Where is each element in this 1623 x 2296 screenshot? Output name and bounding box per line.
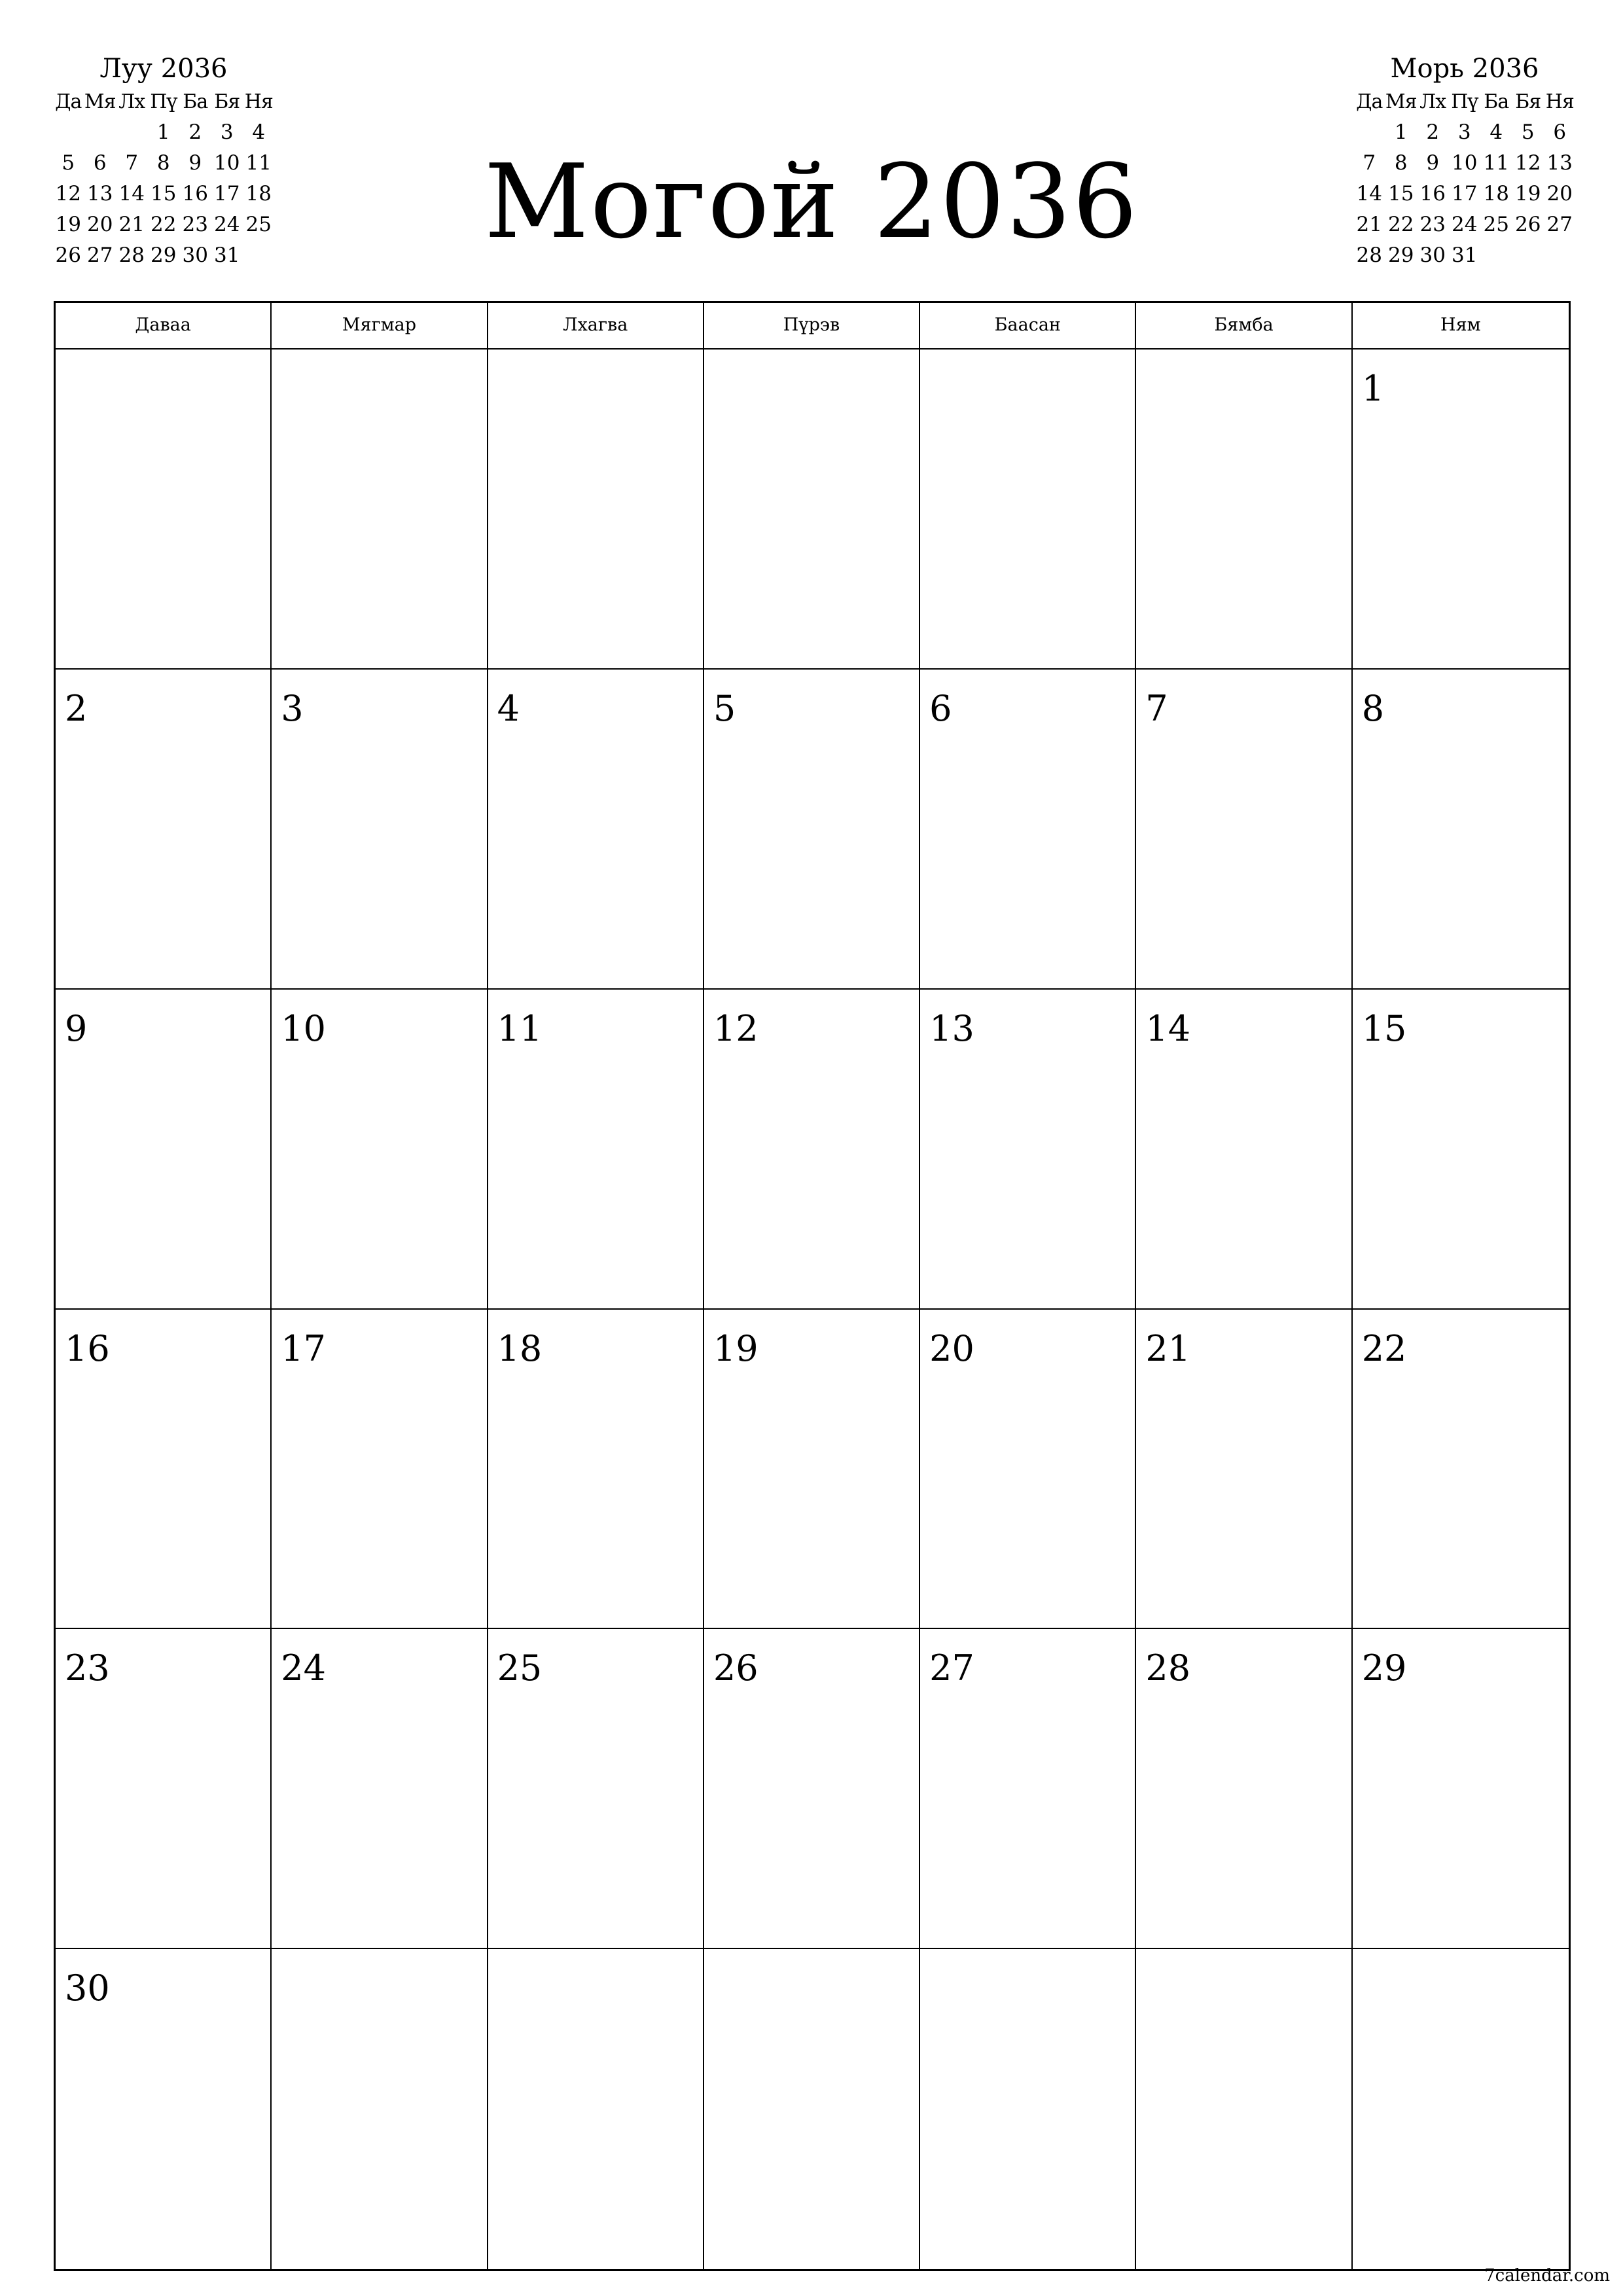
mini-weekday-header: Лх [118, 90, 145, 113]
mini-calendar-next [1353, 51, 1576, 271]
mini-day: 12 [55, 182, 81, 206]
mini-day: 24 [1452, 213, 1478, 236]
day-number: 20 [929, 1327, 974, 1369]
mini-day: 19 [1515, 182, 1541, 206]
mini-day: 2 [188, 120, 202, 144]
mini-day: 10 [214, 151, 240, 175]
mini-day: 22 [1388, 213, 1414, 236]
mini-calendar-previous [52, 51, 275, 271]
day-number: 11 [497, 1007, 543, 1049]
day-number: 23 [65, 1647, 110, 1689]
mini-day: 27 [1546, 213, 1573, 236]
mini-day: 6 [93, 151, 107, 175]
day-cell[interactable] [704, 350, 920, 670]
day-number: 19 [713, 1327, 758, 1369]
mini-day: 27 [87, 243, 113, 267]
mini-day: 30 [182, 243, 208, 267]
mini-day [52, 117, 84, 148]
mini-weekday-header: Бя [214, 90, 240, 113]
day-cell[interactable] [920, 1629, 1136, 1949]
day-cell[interactable] [920, 990, 1136, 1310]
mini-day: 8 [1394, 151, 1408, 175]
mini-day: 28 [118, 243, 145, 267]
day-cell[interactable] [1353, 1310, 1569, 1630]
mini-day: 7 [125, 151, 139, 175]
day-cell[interactable] [56, 670, 272, 990]
day-number: 4 [497, 687, 520, 729]
mini-day: 15 [151, 182, 177, 206]
mini-calendar-grid [1353, 86, 1576, 271]
mini-day: 12 [1515, 151, 1541, 175]
day-cell[interactable] [272, 1629, 488, 1949]
mini-weekday-header: Пү [150, 90, 177, 113]
page-title: Могой 2036 [484, 142, 1139, 261]
mini-day: 3 [1457, 120, 1471, 144]
day-cell[interactable] [488, 670, 704, 990]
day-number: 25 [497, 1647, 543, 1689]
mini-day: 26 [55, 243, 81, 267]
mini-day: 26 [1515, 213, 1541, 236]
weekday-header: Бямба [1136, 303, 1352, 350]
mini-weekday-header: Лх [1419, 90, 1446, 113]
day-number: 10 [281, 1007, 326, 1049]
day-number: 8 [1361, 687, 1385, 729]
mini-day: 14 [1356, 182, 1382, 206]
day-cell[interactable] [704, 1949, 920, 2269]
mini-weekday-header: Да [55, 90, 82, 113]
mini-day: 16 [1419, 182, 1446, 206]
day-cell[interactable] [704, 990, 920, 1310]
day-cell[interactable] [1353, 1629, 1569, 1949]
day-number: 15 [1361, 1007, 1407, 1049]
mini-weekday-header: Ба [1484, 90, 1509, 113]
mini-day: 29 [151, 243, 177, 267]
day-number: 27 [929, 1647, 974, 1689]
mini-day: 10 [1452, 151, 1478, 175]
mini-day: 30 [1419, 243, 1446, 267]
mini-day: 20 [87, 213, 113, 236]
mini-day: 28 [1356, 243, 1382, 267]
mini-day: 13 [1546, 151, 1573, 175]
mini-day: 25 [1483, 213, 1509, 236]
day-cell[interactable] [56, 1310, 272, 1630]
day-cell[interactable] [56, 1629, 272, 1949]
day-cell[interactable] [920, 350, 1136, 670]
mini-day: 13 [87, 182, 113, 206]
mini-day: 21 [118, 213, 145, 236]
day-number: 5 [713, 687, 736, 729]
mini-weekday-header: Пү [1451, 90, 1478, 113]
mini-day: 15 [1388, 182, 1414, 206]
day-cell[interactable] [272, 350, 488, 670]
day-number: 3 [281, 687, 304, 729]
day-number: 21 [1145, 1327, 1191, 1369]
day-cell[interactable] [1136, 670, 1352, 990]
mini-day: 16 [182, 182, 208, 206]
day-cell[interactable] [1353, 350, 1569, 670]
mini-day: 4 [1489, 120, 1503, 144]
mini-day: 24 [214, 213, 240, 236]
day-cell[interactable] [1353, 670, 1569, 990]
day-cell[interactable] [56, 350, 272, 670]
day-number: 18 [497, 1327, 543, 1369]
mini-weekday-header: Ня [1545, 90, 1574, 113]
weekday-header: Баасан [920, 303, 1136, 350]
day-number: 9 [65, 1007, 88, 1049]
footer-credit: 7calendar.com [1484, 2266, 1610, 2286]
day-number: 26 [713, 1647, 758, 1689]
day-number: 6 [929, 687, 952, 729]
mini-day: 6 [1553, 120, 1567, 144]
mini-day: 17 [214, 182, 240, 206]
mini-day: 25 [245, 213, 272, 236]
day-number: 17 [281, 1327, 326, 1369]
mini-day: 11 [1483, 151, 1509, 175]
mini-day: 29 [1388, 243, 1414, 267]
weekday-header: Мягмар [272, 303, 488, 350]
mini-day: 1 [156, 120, 170, 144]
day-cell[interactable] [920, 670, 1136, 990]
mini-weekday-header: Да [1356, 90, 1383, 113]
mini-day: 7 [1363, 151, 1376, 175]
mini-day: 11 [245, 151, 272, 175]
day-cell[interactable] [56, 990, 272, 1310]
day-cell[interactable] [488, 350, 704, 670]
mini-day [84, 117, 116, 148]
day-cell[interactable] [1353, 1949, 1569, 2269]
day-number: 24 [281, 1647, 326, 1689]
day-number: 14 [1145, 1007, 1191, 1049]
day-number: 29 [1361, 1647, 1407, 1689]
day-cell[interactable] [488, 1310, 704, 1630]
mini-day: 3 [220, 120, 234, 144]
mini-day [1353, 117, 1385, 148]
weekday-header: Лхагва [488, 303, 704, 350]
day-cell[interactable] [1353, 990, 1569, 1310]
mini-day: 23 [1419, 213, 1446, 236]
month-grid [54, 301, 1571, 2271]
mini-day: 2 [1426, 120, 1440, 144]
day-cell[interactable] [272, 1949, 488, 2269]
mini-day: 9 [188, 151, 202, 175]
mini-calendar-grid [52, 86, 275, 271]
day-cell[interactable] [1136, 1949, 1352, 2269]
mini-day [116, 117, 148, 148]
day-number: 22 [1361, 1327, 1407, 1369]
day-cell[interactable] [1136, 990, 1352, 1310]
day-cell[interactable] [1136, 1310, 1352, 1630]
mini-day: 31 [1452, 243, 1478, 267]
mini-day: 4 [252, 120, 266, 144]
mini-weekday-header: Мя [1385, 90, 1417, 113]
mini-day: 9 [1426, 151, 1440, 175]
mini-day: 8 [156, 151, 170, 175]
weekday-header: Пүрэв [704, 303, 920, 350]
weekday-header: Даваа [56, 303, 272, 350]
day-cell[interactable] [704, 670, 920, 990]
day-cell[interactable] [488, 1949, 704, 2269]
day-number: 16 [65, 1327, 110, 1369]
day-cell[interactable] [272, 670, 488, 990]
day-cell[interactable] [920, 1949, 1136, 2269]
mini-calendar-title: Морь 2036 [1390, 54, 1539, 84]
mini-weekday-header: Ня [244, 90, 273, 113]
day-cell[interactable] [704, 1629, 920, 1949]
mini-calendar-title: Луу 2036 [99, 54, 228, 84]
mini-weekday-header: Бя [1515, 90, 1541, 113]
day-number: 12 [713, 1007, 758, 1049]
day-number: 2 [65, 687, 88, 729]
mini-weekday-header: Ба [183, 90, 208, 113]
day-cell[interactable] [1136, 350, 1352, 670]
day-cell[interactable] [56, 1949, 272, 2269]
day-number: 13 [929, 1007, 974, 1049]
mini-day: 14 [118, 182, 145, 206]
mini-day: 5 [62, 151, 75, 175]
day-cell[interactable] [704, 1310, 920, 1630]
mini-day: 31 [214, 243, 240, 267]
mini-day: 17 [1452, 182, 1478, 206]
day-cell[interactable] [488, 990, 704, 1310]
mini-day: 20 [1546, 182, 1573, 206]
day-number: 1 [1361, 368, 1385, 409]
mini-day: 1 [1394, 120, 1408, 144]
day-number: 7 [1145, 687, 1168, 729]
day-number: 28 [1145, 1647, 1191, 1689]
day-cell[interactable] [272, 1310, 488, 1630]
mini-day: 18 [245, 182, 272, 206]
day-cell[interactable] [920, 1310, 1136, 1630]
mini-day: 19 [55, 213, 81, 236]
day-cell[interactable] [272, 990, 488, 1310]
mini-weekday-header: Мя [84, 90, 116, 113]
mini-day: 21 [1356, 213, 1382, 236]
mini-day: 5 [1521, 120, 1535, 144]
day-cell[interactable] [488, 1629, 704, 1949]
weekday-header: Ням [1353, 303, 1569, 350]
mini-day: 18 [1483, 182, 1509, 206]
day-cell[interactable] [1136, 1629, 1352, 1949]
mini-day: 23 [182, 213, 208, 236]
mini-day: 22 [151, 213, 177, 236]
day-number: 30 [65, 1967, 110, 2009]
